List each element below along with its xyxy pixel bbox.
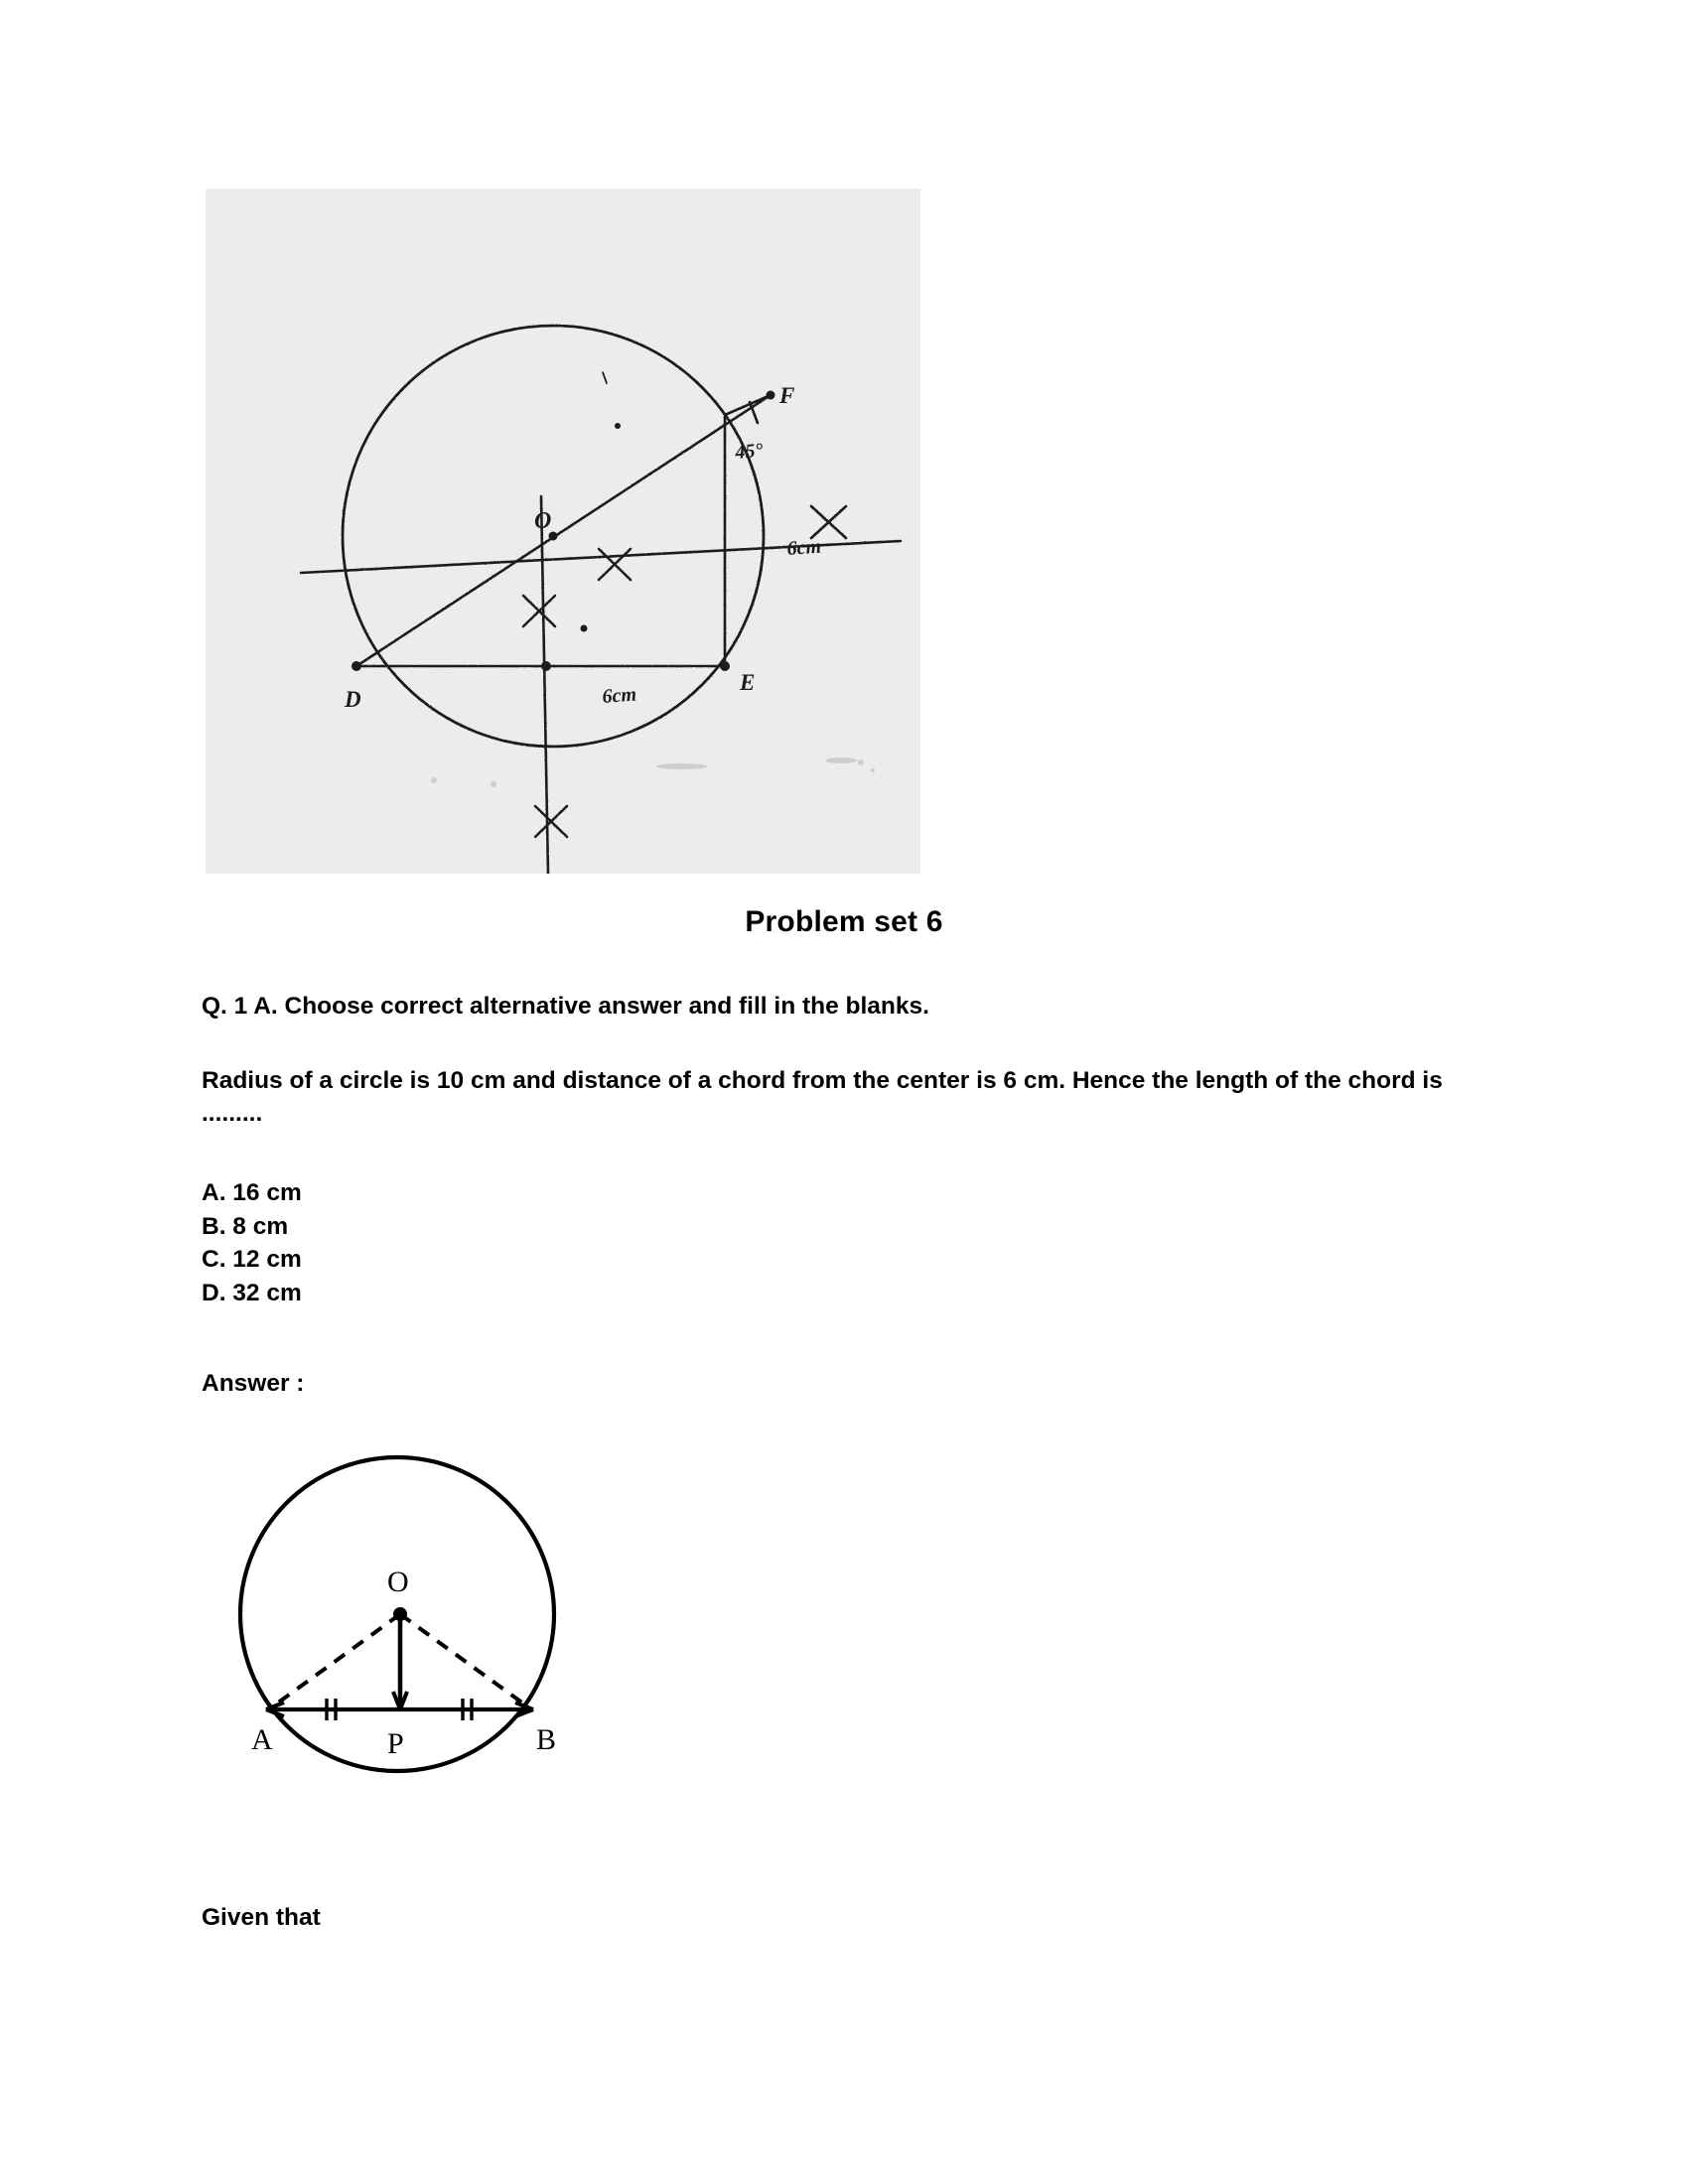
answer-geometry-figure bbox=[199, 1420, 626, 1817]
radius-oa-dashed bbox=[270, 1614, 400, 1708]
scan-label-F: F bbox=[779, 383, 795, 408]
answer-label: Answer : bbox=[202, 1370, 305, 1397]
answer-label-B: B bbox=[536, 1723, 557, 1756]
center-dot bbox=[393, 1607, 407, 1621]
scan-label-O: O bbox=[534, 508, 552, 534]
scanned-geometry-figure bbox=[206, 189, 920, 874]
option-a: A. 16 cm bbox=[202, 1179, 302, 1206]
answer-label-A: A bbox=[251, 1723, 273, 1756]
scan-label-angle: 45° bbox=[734, 439, 765, 464]
answer-label-P: P bbox=[387, 1727, 404, 1760]
scan-label-D: D bbox=[345, 687, 361, 712]
option-b: B. 8 cm bbox=[202, 1212, 289, 1240]
question-instruction: Q. 1 A. Choose correct alternative answer and fill in the blanks. bbox=[202, 993, 929, 1020]
options-list bbox=[202, 1176, 302, 1309]
question-statement: Radius of a circle is 10 cm and distance of a chord from the center is 6 cm. Hence the length of the chord is ......... bbox=[202, 1067, 1443, 1127]
option-d: D. 32 cm bbox=[202, 1279, 302, 1306]
radius-ob-dashed bbox=[400, 1614, 530, 1708]
option-c: C. 12 cm bbox=[202, 1246, 302, 1274]
scan-label-chord-6cm: 6cm bbox=[601, 683, 637, 708]
page-title: Problem set 6 bbox=[745, 905, 943, 938]
given-that-text: Given that bbox=[202, 1904, 321, 1931]
scan-label-radius-6cm: 6cm bbox=[785, 535, 822, 560]
scan-label-E: E bbox=[740, 670, 756, 695]
answer-label-O: O bbox=[387, 1566, 409, 1598]
